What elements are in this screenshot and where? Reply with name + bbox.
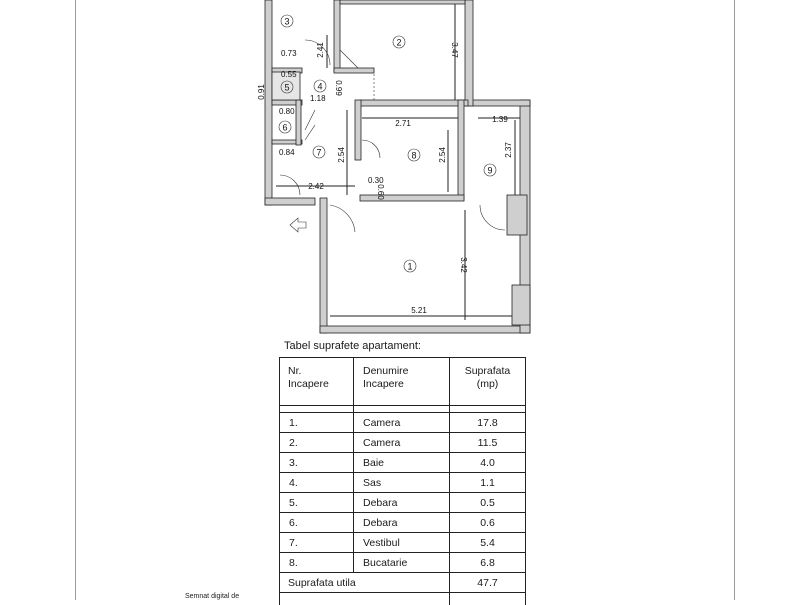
room-marker-1 [404, 260, 416, 272]
dim-237: 2.37 [504, 142, 513, 158]
cell-nr: 6. [280, 513, 354, 533]
door-swing-entry [280, 175, 300, 195]
dim-080: 0.80 [279, 107, 295, 116]
cell-name: Bucatarie [354, 553, 450, 573]
dim-271: 2.71 [395, 119, 411, 128]
header-name [354, 358, 450, 406]
room-marker-8-label: 8 [411, 151, 416, 161]
table-row [280, 493, 526, 513]
wall-room1-south [320, 326, 530, 333]
cell-nr: 3. [280, 453, 354, 473]
room-marker-9-label: 9 [487, 166, 492, 176]
wall-room1-west [320, 198, 327, 333]
window-block [507, 195, 527, 235]
closet-doors [305, 110, 315, 140]
dim-342: 3.42 [459, 257, 468, 273]
window-block-2 [512, 285, 530, 325]
wall-kitchen-north [360, 100, 468, 106]
room-marker-2-label: 2 [396, 38, 401, 48]
table-row [280, 433, 526, 453]
table-cut-row [280, 593, 526, 605]
header-area-line2: (mp) [450, 378, 525, 391]
room-marker-7-label: 7 [316, 148, 321, 158]
door-swing-room9 [480, 205, 505, 230]
cell-area: 0.5 [450, 493, 526, 513]
cell-nr: 2. [280, 433, 354, 453]
table-row [280, 473, 526, 493]
total-value: 47.7 [450, 573, 526, 593]
dim-055: 0.55 [281, 70, 297, 79]
table-row [280, 533, 526, 553]
total-label: Suprafata utila [280, 573, 450, 593]
cell-area: 1.1 [450, 473, 526, 493]
room-marker-9 [484, 164, 496, 176]
dim-060: 0.60 [376, 184, 385, 200]
room-marker-4-label: 4 [317, 82, 322, 92]
cell-name: Baie [354, 453, 450, 473]
cell-nr: 8. [280, 553, 354, 573]
wall-kitchen-south [360, 195, 464, 201]
header-name-line1: Denumire [363, 365, 449, 378]
wall-closet-east [296, 100, 301, 145]
table-row [280, 513, 526, 533]
cell-name: Sas [354, 473, 450, 493]
table-header-row [280, 358, 526, 406]
signature-text: Semnat digital de [185, 593, 239, 600]
wall-kitchen-east [458, 100, 464, 200]
dim-521: 5.21 [411, 306, 427, 315]
wall-room2-north [340, 0, 465, 4]
header-name-line2: Incapere [363, 378, 449, 391]
cell-name: Debara [354, 493, 450, 513]
room-marker-4 [314, 80, 326, 92]
cell-name: Camera [354, 433, 450, 453]
table-gap-row [280, 406, 526, 413]
header-nr-line1: Nr. [288, 365, 353, 378]
door-swing-kitchen [362, 140, 380, 158]
room-marker-2 [393, 36, 405, 48]
dim-347: 3.47 [450, 42, 459, 58]
cell-name: Vestibul [354, 533, 450, 553]
wall-room2-east [465, 0, 473, 106]
room-marker-1-label: 1 [407, 262, 412, 272]
header-nr [280, 358, 354, 406]
dim-073: 0.73 [281, 49, 297, 58]
cell-area: 4.0 [450, 453, 526, 473]
dim-084: 0.84 [279, 148, 295, 157]
dim-099: 0.99 [334, 80, 343, 96]
header-area [450, 358, 526, 406]
room-marker-6 [279, 121, 291, 133]
dim-254b: 2.54 [438, 147, 447, 163]
cell-area: 17.8 [450, 413, 526, 433]
table-title: Tabel suprafete apartament: [284, 340, 421, 352]
entrance-arrow-icon [290, 218, 306, 232]
header-area-line1: Suprafata [450, 365, 525, 378]
wall-bath-east [334, 0, 340, 72]
wall-south-west [265, 198, 315, 205]
room-marker-5-label: 5 [284, 83, 289, 93]
dim-118: 1.18 [310, 94, 326, 103]
cell-nr: 4. [280, 473, 354, 493]
cell-area: 5.4 [450, 533, 526, 553]
header-nr-line2: Incapere [288, 378, 353, 391]
table-total-row [280, 573, 526, 593]
wall-room9-north [468, 100, 530, 106]
table-row [280, 453, 526, 473]
dim-241: 2.41 [316, 42, 325, 58]
dim-091: 0.91 [257, 84, 266, 100]
table-row [280, 413, 526, 433]
room-marker-8 [408, 149, 420, 161]
cell-nr: 1. [280, 413, 354, 433]
cell-nr: 7. [280, 533, 354, 553]
cell-nr: 5. [280, 493, 354, 513]
cell-area: 0.6 [450, 513, 526, 533]
table-row [280, 553, 526, 573]
dim-242: 2.42 [308, 182, 324, 191]
room-marker-6-label: 6 [282, 123, 287, 133]
cell-area: 11.5 [450, 433, 526, 453]
wall-sas-north [334, 68, 374, 73]
cell-area: 6.8 [450, 553, 526, 573]
room-marker-3-label: 3 [284, 17, 289, 27]
wall-west [265, 0, 272, 205]
door-swing-room1 [330, 205, 355, 232]
cell-name: Debara [354, 513, 450, 533]
room-marker-3 [281, 15, 293, 27]
dim-254a: 2.54 [337, 147, 346, 163]
dim-139: 1.39 [492, 115, 508, 124]
area-table [279, 357, 526, 605]
room-marker-7 [313, 146, 325, 158]
wall-kitchen-west [355, 100, 361, 160]
dim-030: 0.30 [368, 176, 384, 185]
door-leaf-room2 [340, 50, 358, 68]
cell-name: Camera [354, 413, 450, 433]
